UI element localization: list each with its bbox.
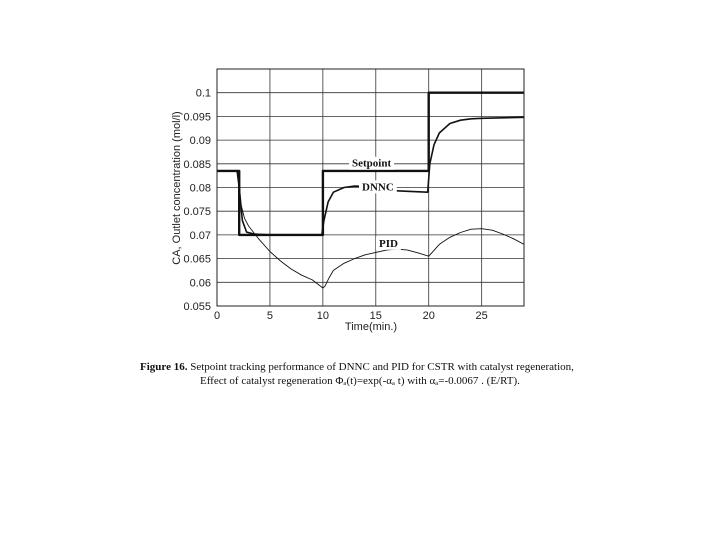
- y-tick-label: 0.055: [183, 301, 211, 313]
- annotation-pid: PID: [379, 237, 398, 250]
- tick-layer: [183, 88, 487, 322]
- y-tick-label: 0.1: [195, 87, 211, 100]
- x-axis-title: Time(min.): [344, 321, 398, 333]
- y-tick-label: 0.095: [183, 111, 211, 124]
- x-tick-label: 15: [369, 310, 382, 322]
- y-tick-label: 0.085: [183, 158, 211, 171]
- x-tick-label: 0: [213, 310, 221, 322]
- caption-line-1: Setpoint tracking performance of DNNC and PID for CSTR with catalyst regeneration,: [190, 361, 574, 373]
- x-tick-label: 25: [475, 310, 488, 322]
- annotation-setpoint: Setpoint: [351, 157, 392, 170]
- y-tick-label: 0.08: [189, 182, 211, 195]
- y-tick-label: 0.075: [183, 206, 211, 219]
- y-tick-label: 0.065: [183, 253, 211, 266]
- y-tick-label: 0.06: [189, 277, 211, 290]
- annotation-dnnc: DNNC: [362, 181, 394, 194]
- y-axis-title: CA, Outlet concentration (mol/l): [171, 111, 183, 265]
- x-tick-label: 20: [422, 310, 435, 322]
- figure-label: Figure 16.: [140, 361, 188, 373]
- series-line-dnnc: [217, 117, 524, 235]
- y-tick-label: 0.09: [189, 135, 211, 148]
- x-tick-label: 5: [266, 310, 273, 322]
- y-tick-label: 0.07: [189, 229, 211, 242]
- caption-line-2: Effect of catalyst regeneration Φₐ(t)=exp(-αₐ t) with αₐ=-0.0067 . (E/RT).: [200, 375, 520, 387]
- x-tick-label: 10: [316, 310, 329, 322]
- figure-caption: [140, 360, 610, 388]
